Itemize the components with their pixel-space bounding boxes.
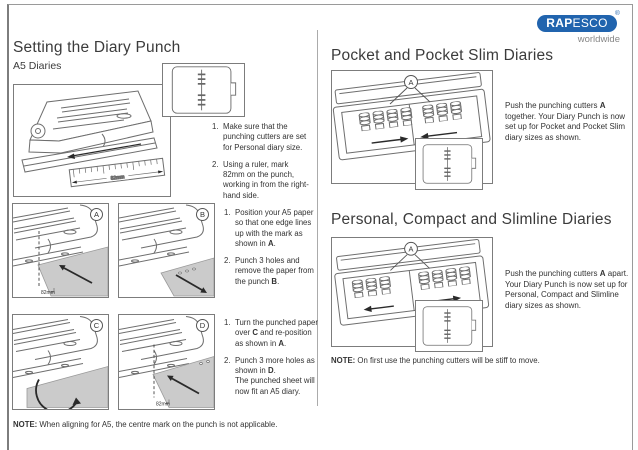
callout-letter: A: [408, 244, 414, 254]
a5-diary-icon: [163, 64, 244, 116]
dimension-label: 82mm: [41, 290, 55, 296]
section1-paragraph: Push the punching cutters A together. Your Diary Punch is now set up for Pocket and Pocket Slim diary sizes as shown.: [505, 101, 626, 142]
intro-steps: [212, 122, 312, 201]
step-number: 1.: [212, 122, 219, 131]
note-text: On first use the punching cutters will be stiff to move.: [355, 356, 540, 365]
panel-d: [118, 314, 215, 410]
right-note: [331, 356, 540, 365]
list-item: [212, 160, 312, 201]
step-text: Punch 3 more holes as shown in D. The punched sheet will now fit an A5 diary.: [235, 355, 315, 396]
step-number: 2.: [224, 256, 231, 266]
personal-diary-icon: [416, 301, 482, 351]
list-item: [224, 208, 318, 249]
step-text: Make sure that the punching cutters are set for Personal diary size.: [223, 122, 307, 152]
ruler-dimension-label: 82mm: [110, 174, 125, 182]
logo-text: ESCO: [572, 16, 608, 30]
hinge-knob: [31, 124, 45, 138]
list-item: [212, 122, 312, 153]
step-text: Punch 3 holes and remove the paper from the punch B.: [235, 256, 314, 286]
note-label: NOTE:: [331, 356, 356, 365]
note-label: NOTE:: [13, 420, 38, 429]
section1-title: Pocket and Pocket Slim Diaries: [331, 47, 554, 64]
panel-a: [12, 203, 109, 298]
diary-punch-illustration: [14, 85, 170, 196]
steps-ab: [224, 208, 318, 287]
a5-diary-box: [162, 63, 245, 117]
steps-cd: [224, 318, 319, 397]
panel-letter-badge: C: [90, 319, 103, 332]
pocket-diary-icon: [416, 139, 482, 189]
list-item: [224, 356, 319, 397]
step-text: Turn the punched paper over C and re-position as shown in A.: [235, 318, 318, 348]
step-number: 1.: [224, 208, 231, 217]
panel-letter-badge: D: [196, 319, 209, 332]
step-number: 1.: [224, 318, 231, 327]
rapesco-logo-pill: [537, 15, 617, 32]
section2-paragraph: Push the punching cutters A apart. Your Diary Punch is now set up for Personal, Compact and Slimline diary sizes as shown.: [505, 269, 629, 310]
paper-sheet: [161, 258, 214, 296]
panel-letter-badge: A: [90, 208, 103, 221]
punch-illustration-box: [13, 84, 171, 197]
page-title: Setting the Diary Punch: [13, 39, 181, 56]
logo-text-bold: RAP: [546, 16, 573, 30]
ruler: [69, 158, 164, 186]
registered-mark: ®: [615, 10, 620, 17]
list-item: [224, 318, 319, 349]
logo-tagline: worldwide: [577, 34, 620, 45]
panel-b: [118, 203, 215, 298]
step-number: 2.: [212, 159, 219, 169]
step-text: Using a ruler, mark 82mm on the punch, working in from the right-hand side.: [223, 159, 309, 200]
pocket-diary-box: [415, 138, 483, 190]
panel-letter-badge: B: [196, 208, 209, 221]
list-item: [224, 256, 318, 287]
section2-title: Personal, Compact and Slimline Diaries: [331, 211, 612, 228]
step-number: 2.: [224, 355, 231, 365]
callout-letter: A: [408, 78, 414, 87]
section-subtitle: A5 Diaries: [13, 60, 62, 72]
panel-c: [12, 314, 109, 410]
step-text: Position your A5 paper so that one edge lines up with the mark as shown in A.: [235, 208, 314, 248]
dimension-label: 82mm: [156, 401, 170, 408]
note-text: When aligning for A5, the centre mark on the punch is not applicable.: [37, 420, 278, 429]
left-note: [13, 420, 277, 429]
personal-diary-box: [415, 300, 483, 352]
